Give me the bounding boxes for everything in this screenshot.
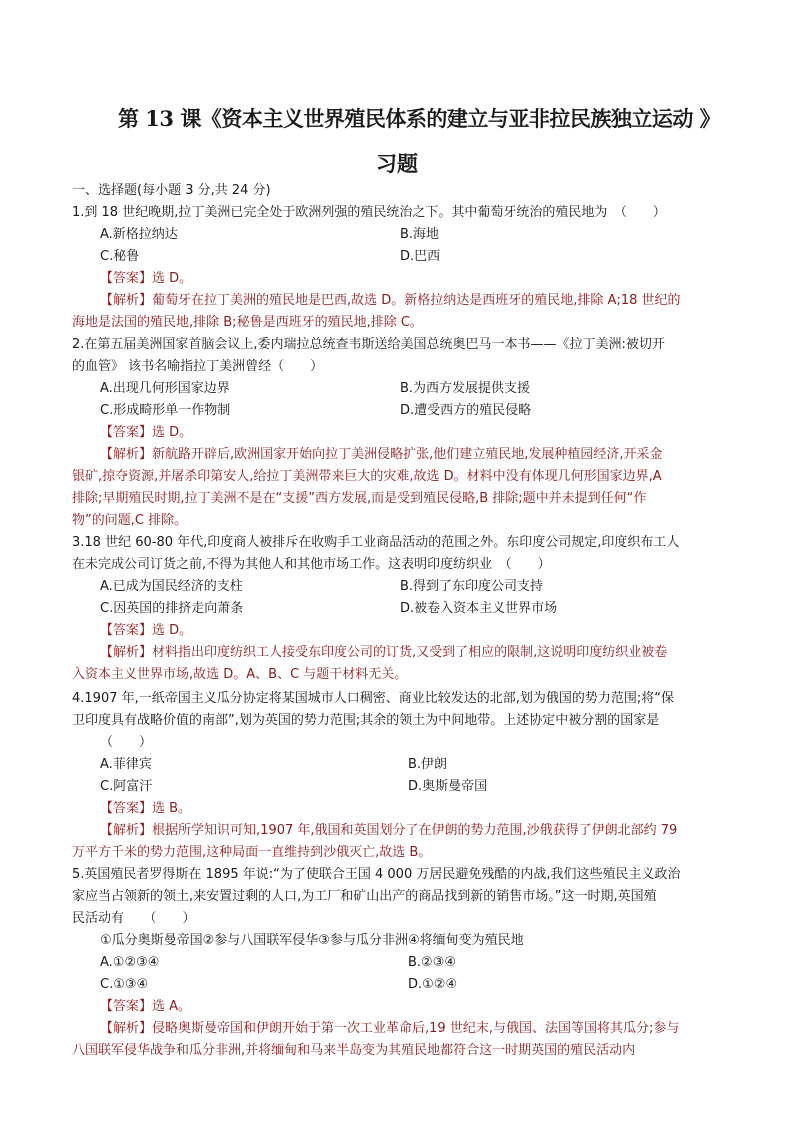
analysis-label: 【解析】 <box>100 645 153 660</box>
question-3-answer: 【答案】选 D。 <box>100 623 193 638</box>
question-3-option-d: D.被卷入资本主义世界市场 <box>400 601 558 616</box>
question-4-analysis-cont: 万平方千米的势力范围,这种局面一直维持到沙俄灭亡,故选 B。 <box>72 845 432 860</box>
question-4-answer: 【答案】选 B。 <box>100 801 192 816</box>
page-subtitle: 习题 <box>376 151 418 176</box>
question-2-option-d: D.遭受西方的殖民侵略 <box>400 403 532 418</box>
question-4-analysis <box>100 822 677 840</box>
analysis-label: 【解析】 <box>100 1021 153 1036</box>
question-3-option-a: A.已成为国民经济的支柱 <box>100 579 243 594</box>
analysis-text: 侵略奥斯曼帝国和伊朗开始于第一次工业革命后,19 世纪末,与俄国、法国等国将其瓜分;参与 <box>152 1021 680 1036</box>
question-3-stem-cont: 在未完成公司订货之前,不得为其他人和其他市场工作。这表明印度纺织业 （ ） <box>72 557 551 572</box>
question-2-option-c: C.形成畸形单一作物制 <box>100 403 231 418</box>
question-4-option-a: A.菲律宾 <box>100 757 152 772</box>
question-1-option-c: C.秘鲁 <box>100 249 140 264</box>
question-5-stem: 5.英国殖民者罗得斯在 1895 年说:“为了使联合王国 4 000 万居民避免残酷的内战,我们这些殖民主义政治 <box>72 867 681 882</box>
question-3-option-b: B.得到了东印度公司支持 <box>400 579 544 594</box>
question-5-answer: 【答案】选 A。 <box>100 999 192 1014</box>
section-heading: 一、选择题(每小题 3 分,共 24 分) <box>72 183 271 198</box>
question-2-stem-cont: 的血管》 该书名喻指拉丁美洲曾经（ ） <box>72 359 324 374</box>
question-5-analysis-cont: 八国联军侵华战争和瓜分非洲,并将缅甸和马来半岛变为其殖民地都符合这一时期英国的殖民活动内 <box>72 1043 636 1058</box>
question-5-option-c: C.①③④ <box>100 977 149 992</box>
analysis-label: 【解析】 <box>100 447 153 462</box>
question-2-stem: 2.在第五届美洲国家首脑会议上,委内瑞拉总统查韦斯送给美国总统奥巴马一本书——《拉丁美洲:被切开 <box>72 337 665 352</box>
question-2-analysis-cont-1: 银矿,掠夺资源,并屠杀印第安人,给拉丁美洲带来巨大的灾难,故选 D。材料中没有体现几何形国家边界,A <box>72 469 662 484</box>
question-4-stem: 4.1907 年,一纸帝国主义瓜分协定将某国城市人口稠密、商业比较发达的北部,划为俄国的势力范围;将“保 <box>72 691 674 706</box>
question-1-option-b: B.海地 <box>400 227 440 242</box>
question-5-stem-cont-1: 家应当占领新的领土,来安置过剩的人口,为工厂和矿山出产的商品找到新的销售市场。”这一时期,英国殖 <box>72 889 657 904</box>
question-3-stem: 3.18 世纪 60-80 年代,印度商人被排斥在收购手工业商品活动的范围之外。东印度公司规定,印度织布工人 <box>72 535 680 550</box>
question-3-analysis-cont: 入资本主义世界市场,故选 D。A、B、C 与题干材料无关。 <box>72 667 408 682</box>
question-5-option-d: D.①②④ <box>408 977 458 992</box>
analysis-text: 根据所学知识可知,1907 年,俄国和英国划分了在伊朗的势力范围,沙俄获得了伊朗北部约 79 <box>152 823 678 838</box>
question-2-analysis-cont-3: 物”的问题,C 排除。 <box>72 513 188 528</box>
page-title: 第 13 课《资本主义世界殖民体系的建立与亚非拉民族独立运动 》 <box>118 106 721 131</box>
analysis-label: 【解析】 <box>100 293 153 308</box>
question-2-option-b: B.为西方发展提供支援 <box>400 381 531 396</box>
question-2-answer: 【答案】选 D。 <box>100 425 193 440</box>
analysis-label: 【解析】 <box>100 823 153 838</box>
question-5-items: ①瓜分奥斯曼帝国②参与八国联军侵华③参与瓜分非洲④将缅甸变为殖民地 <box>100 933 524 948</box>
question-2-analysis <box>100 446 663 464</box>
question-1-analysis <box>100 292 681 310</box>
question-4-option-b: B.伊朗 <box>408 757 448 772</box>
question-2-analysis-cont-2: 排除;早期殖民时期,拉丁美洲不是在“支援”西方发展,而是受到殖民侵略,B 排除;题中并未提到任何“作 <box>72 491 647 506</box>
question-1-option-d: D.巴西 <box>400 249 441 264</box>
question-1-stem: 1.到 18 世纪晚期,拉丁美洲已完全处于欧洲列强的殖民统治之下。其中葡萄牙统治的殖民地为 （ ） <box>72 205 666 220</box>
question-4-option-c: C.阿富汗 <box>100 779 153 794</box>
question-1-analysis-cont: 海地是法国的殖民地,排除 B;秘鲁是西班牙的殖民地,排除 C。 <box>72 315 423 330</box>
analysis-text: 新航路开辟后,欧洲国家开始向拉丁美洲侵略扩张,他们建立殖民地,发展种植园经济,开采金 <box>152 447 663 462</box>
question-5-stem-cont-2: 民活动有 （ ） <box>72 911 196 926</box>
question-5-option-b: B.②③④ <box>408 955 457 970</box>
question-3-analysis <box>100 644 667 662</box>
question-4-stem-bracket: （ ） <box>100 735 153 750</box>
question-3-option-c: C.因英国的排挤走向萧条 <box>100 601 244 616</box>
question-4-stem-cont: 卫印度具有战略价值的南部”,划为英国的势力范围;其余的领土为中间地带。上述协定中被分割的国家是 <box>72 713 660 728</box>
question-5-option-a: A.①②③④ <box>100 955 160 970</box>
analysis-text: 葡萄牙在拉丁美洲的殖民地是巴西,故选 D。新格拉纳达是西班牙的殖民地,排除 A;18 世纪的 <box>152 293 681 308</box>
question-5-analysis <box>100 1020 679 1038</box>
question-1-answer: 【答案】选 D。 <box>100 271 193 286</box>
question-4-option-d: D.奥斯曼帝国 <box>408 779 488 794</box>
question-2-option-a: A.出现几何形国家边界 <box>100 381 230 396</box>
analysis-text: 材料指出印度纺织工人接受东印度公司的订货,又受到了相应的限制,这说明印度纺织业被卷 <box>152 645 668 660</box>
question-1-option-a: A.新格拉纳达 <box>100 227 178 242</box>
